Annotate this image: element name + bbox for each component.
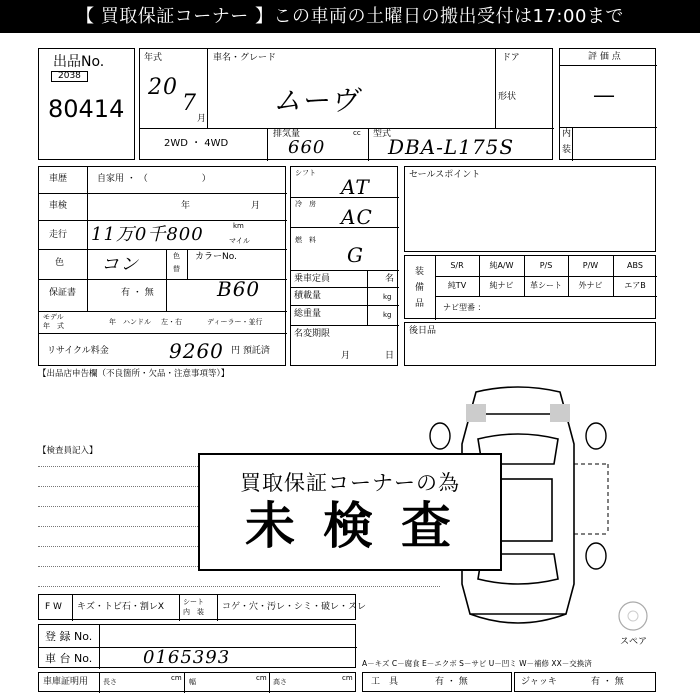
- registration-box: [38, 624, 356, 668]
- color-hand: コン: [101, 254, 139, 275]
- equipment-label-2: 備: [415, 283, 425, 293]
- equip-genuine-navi: 純ナビ: [489, 281, 514, 290]
- garage-cert-box: [38, 672, 356, 692]
- spare-tire-icon: [617, 600, 649, 632]
- seat-label-1: シート: [183, 598, 204, 606]
- deadline-day: 日: [385, 351, 395, 361]
- drive-label: 2WD ・ 4WD: [164, 138, 229, 149]
- equipment-label-1: 装: [415, 267, 425, 277]
- history-block: [38, 166, 286, 366]
- interior-damages: コゲ・穴・汚レ・シミ・破レ・スレ: [222, 602, 367, 612]
- handle-label: ハンドル: [123, 318, 151, 326]
- lot-sub-number: 2038: [51, 71, 88, 82]
- displacement-hand: 660: [288, 137, 326, 158]
- later-items-box: [404, 322, 656, 366]
- displacement-label: 排気量: [273, 129, 301, 139]
- report-label: 【出品店申告欄（不良箇所・欠品・注意事項等）】: [38, 369, 230, 379]
- equip-genuine-tv: 純TV: [447, 281, 467, 290]
- model-year-label-1: モデル: [43, 313, 64, 321]
- ac-label: 冷 房: [295, 200, 316, 208]
- tools-label: 工 具: [371, 677, 399, 687]
- tools-box: [362, 672, 512, 692]
- equipment-label-3: 品: [415, 299, 425, 309]
- score-value: —: [593, 83, 616, 108]
- equipment-box: [404, 255, 656, 319]
- interior-label-1: 内: [562, 129, 572, 139]
- model-year-label-2: 年 式: [43, 322, 64, 330]
- length-unit: cm: [171, 674, 182, 682]
- uninspected-stamp: [198, 453, 502, 571]
- recycle-unit: 円 預託済: [231, 346, 270, 356]
- km-unit: km: [233, 222, 244, 230]
- damage-legend: A－キズ C－腐食 E－エクボ S－サビ U－凹ミ W－補修 XX－交換済: [362, 659, 592, 668]
- fw-marks: キズ・トビ石・割レX: [77, 602, 164, 612]
- month-unit: 月: [197, 114, 207, 124]
- color-change-1: 色: [173, 252, 180, 260]
- spare-label: スペア: [620, 637, 648, 647]
- load-unit: kg: [383, 293, 392, 301]
- equip-abs: ABS: [627, 261, 643, 270]
- ac-hand: AC: [341, 205, 373, 229]
- shape-label: 形状: [498, 92, 517, 102]
- fw-label: F W: [45, 602, 62, 612]
- inspector-label: 【検査員記入】: [38, 446, 98, 456]
- sales-point-box: [404, 166, 656, 252]
- model-year-unit: 年: [109, 318, 116, 326]
- color-no-label: カラーNo.: [195, 252, 237, 262]
- inspection-month-unit: 月: [251, 201, 261, 211]
- warranty-value: 有 ・ 無: [121, 288, 154, 298]
- stamp-top-text: 買取保証コーナーの為: [240, 471, 460, 495]
- equip-ps: P/S: [539, 261, 553, 270]
- year-hand: 20: [148, 75, 178, 100]
- inspection-label: 車検: [49, 201, 68, 211]
- shift-hand: AT: [341, 175, 370, 199]
- recycle-hand: 9260: [169, 339, 224, 363]
- registration-label: 登 録 No.: [45, 630, 93, 643]
- later-items-label: 後日品: [409, 326, 437, 336]
- lot-number-box: [38, 48, 135, 160]
- interior-label-2: 装: [562, 145, 572, 155]
- warranty-label: 保証書: [49, 288, 77, 298]
- score-box: [559, 48, 656, 160]
- weight-unit: kg: [383, 311, 392, 319]
- shift-label: シフト: [295, 169, 316, 177]
- seat-label-2: 内 装: [183, 608, 204, 616]
- fw-damage-row: [38, 594, 367, 620]
- jack-box: [514, 672, 656, 692]
- width-label: 幅: [189, 678, 196, 686]
- sales-point-label: セールスポイント: [409, 170, 481, 180]
- month-hand: 7: [182, 91, 197, 116]
- width-unit: cm: [256, 674, 267, 682]
- car-name-label: 車名・グレード: [213, 53, 277, 63]
- reg-type-value: 自家用 ・ （ ）: [97, 174, 211, 184]
- jack-value: 有 ・ 無: [591, 677, 624, 687]
- model-hand: DBA-L175S: [388, 135, 515, 159]
- dealer-label: ディーラー・並行: [207, 318, 263, 326]
- lot-label: 出品No.: [53, 54, 105, 70]
- deadline-label: 名変期限: [294, 329, 331, 339]
- equip-airbag: エアB: [624, 281, 646, 290]
- specs-block: [290, 166, 398, 366]
- navi-model-label: ナビ型番 ：: [443, 303, 486, 312]
- tools-value: 有 ・ 無: [435, 677, 468, 687]
- fuel-label: 燃 料: [295, 236, 316, 244]
- height-label: 高さ: [273, 678, 287, 686]
- handle-value: 左・右: [161, 318, 182, 326]
- length-label: 長さ: [103, 678, 117, 686]
- equip-sr: S/R: [450, 261, 464, 270]
- chassis-label: 車 台 No.: [45, 652, 93, 665]
- door-label: ドア: [502, 53, 520, 63]
- capacity-unit: 名: [385, 274, 395, 284]
- deadline-month: 月: [341, 351, 351, 361]
- cc-unit: cc: [353, 129, 361, 137]
- fuel-hand: G: [347, 243, 364, 267]
- car-info-block: [139, 48, 553, 160]
- weight-label: 総重量: [294, 309, 322, 319]
- mileage-hand: 11万0千800: [91, 224, 204, 245]
- score-label: 評 価 点: [588, 52, 621, 62]
- height-unit: cm: [342, 674, 353, 682]
- equip-leather-seat: 革シート: [530, 281, 562, 290]
- car-name-hand: ムーヴ: [273, 84, 359, 117]
- capacity-label: 乗車定員: [294, 274, 331, 284]
- chassis-hand: 0165393: [143, 647, 231, 668]
- mile-unit: マイル: [229, 237, 250, 245]
- color-no-hand: B60: [217, 277, 261, 301]
- recycle-label: リサイクル料金: [47, 346, 109, 356]
- color-label: 色: [55, 258, 65, 268]
- reg-type-label: 車歴: [49, 174, 68, 184]
- lot-number: 80414: [48, 95, 125, 123]
- year-label: 年式: [144, 53, 163, 63]
- inspection-year-unit: 年: [181, 201, 191, 211]
- equip-pw: P/W: [582, 261, 599, 270]
- model-label: 型式: [373, 129, 392, 139]
- stamp-big-text: 未検査: [245, 497, 479, 555]
- color-change-2: 替: [173, 265, 180, 273]
- jack-label: ジャッキ: [521, 677, 557, 687]
- equip-genuine-aw: 純A/W: [489, 261, 514, 270]
- mileage-label: 走行: [49, 230, 68, 240]
- garage-cert-label: 車庫証明用: [43, 677, 89, 687]
- load-label: 積載量: [294, 291, 322, 301]
- header-banner: 【 買取保証コーナー 】この車両の土曜日の搬出受付は17:00まで: [0, 0, 700, 33]
- equip-aftermarket-navi: 外ナビ: [578, 281, 603, 290]
